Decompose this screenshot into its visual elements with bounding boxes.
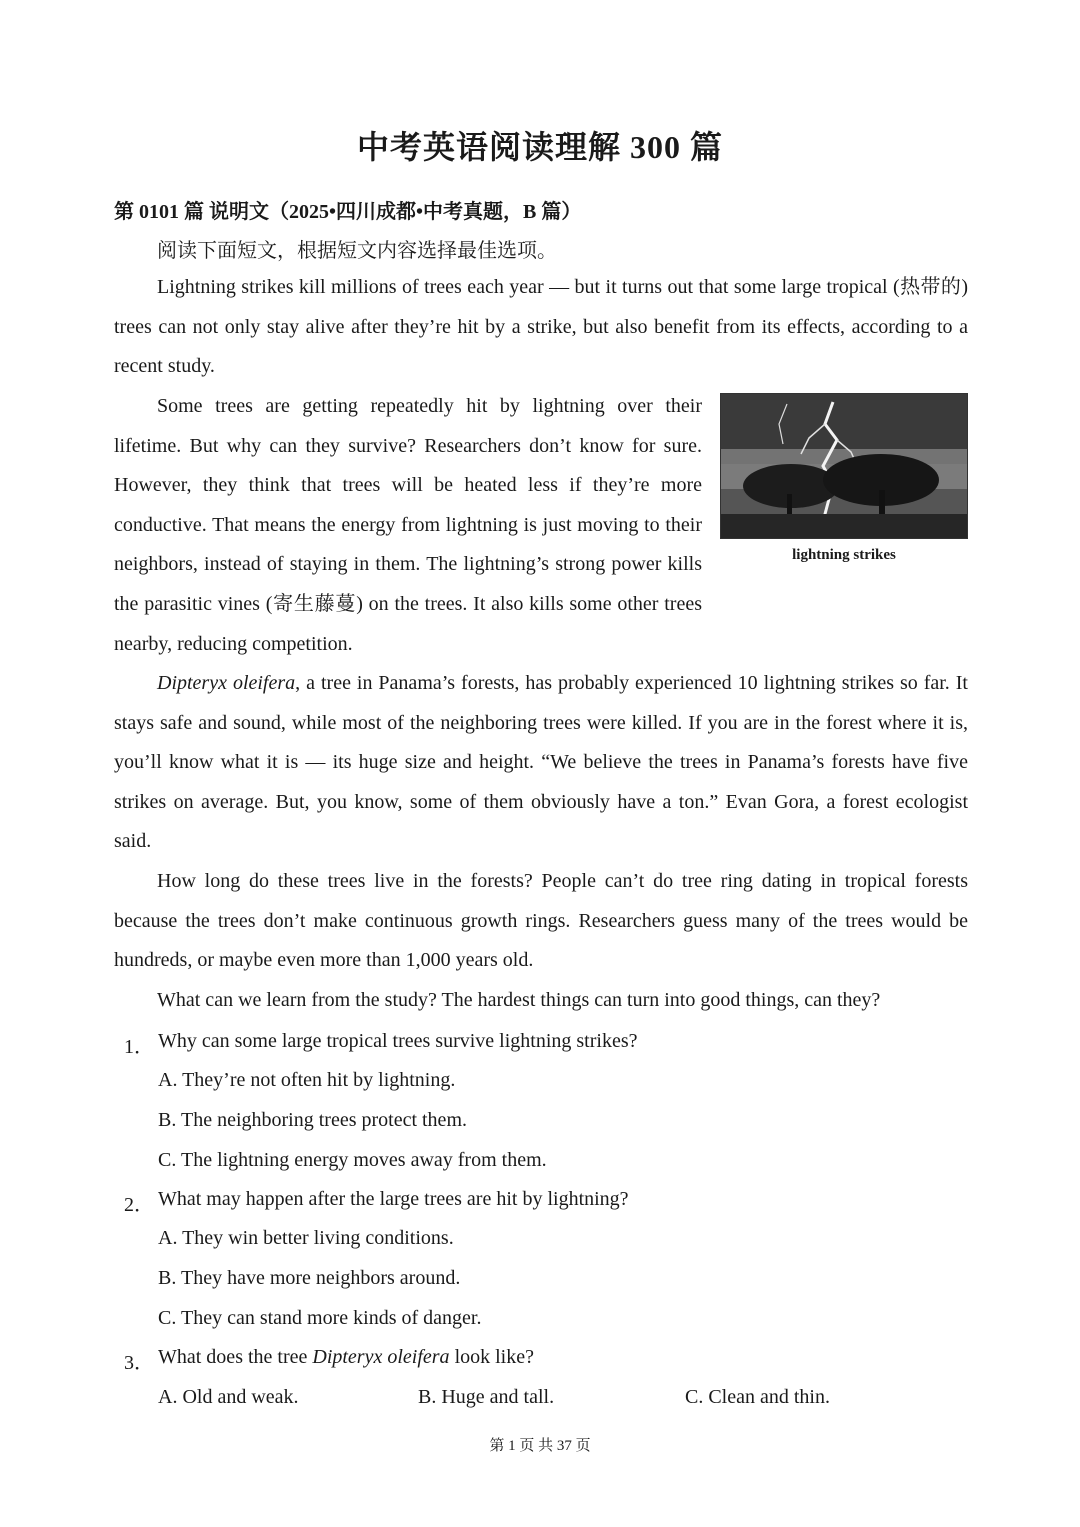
question-2-option-a[interactable]: A. They win better living conditions. <box>158 1227 454 1249</box>
question-3-text-before: What does the tree <box>158 1346 313 1368</box>
passage-paragraph-1: Lightning strikes kill millions of trees each year — but it turns out that some large tropical (热带的) trees can not only stay alive after they’re hit by a strike, but also benefit from its effects, according to a recent study. <box>114 276 968 378</box>
question-3-option-a[interactable]: A. Old and weak. <box>158 1386 299 1408</box>
question-1-option-c[interactable]: C. The lightning energy moves away from them. <box>158 1149 547 1171</box>
question-1-option-b[interactable]: B. The neighboring trees protect them. <box>158 1109 467 1131</box>
instruction-text: 阅读下面短文，根据短文内容选择最佳选项。 <box>157 240 557 262</box>
question-2-option-b[interactable]: B. They have more neighbors around. <box>158 1267 461 1289</box>
question-1-option-a[interactable]: A. They’re not often hit by lightning. <box>158 1069 456 1091</box>
species-name: Dipteryx oleifera <box>157 672 296 694</box>
question-3-text-after: look like? <box>449 1346 534 1368</box>
question-3-option-b[interactable]: B. Huge and tall. <box>418 1386 555 1408</box>
question-3-text <box>158 1346 534 1369</box>
figure-caption: lightning strikes <box>792 547 896 563</box>
passage-paragraph-4: How long do these trees live in the forests? People can’t do tree ring dating in tropical forests because the trees don’t make continuous growth rings. Researchers guess many of the trees would be hundreds, or maybe even more than 1,000 years old. <box>114 870 968 972</box>
page-footer: 第 1 页 共 37 页 <box>489 1438 591 1454</box>
lightning-photo <box>720 393 968 539</box>
question-3-option-c[interactable]: C. Clean and thin. <box>685 1386 830 1408</box>
question-1-number: 1． <box>124 1036 154 1058</box>
passage-paragraph-2-text: Some trees are getting repeatedly hit by lightning over their lifetime. But why can they survive? Researchers don’t know for sure. However, they think that trees will be heated less if they’re more conductive. That means the energy from lightning is just moving to their neighbors, instead of staying in them. The lightning’s strong power kills the parasitic vines (寄生藤蔓) on the trees. It also kills some other trees nearby, reducing competition. <box>114 395 702 655</box>
question-1-text: Why can some large tropical trees survive lightning strikes? <box>158 1030 638 1052</box>
page-title: 中考英语阅读理解 300 篇 <box>356 129 723 165</box>
question-2-option-c[interactable]: C. They can stand more kinds of danger. <box>158 1307 482 1329</box>
question-3-species: Dipteryx oleifera <box>312 1346 450 1368</box>
lightning-figure <box>720 393 968 588</box>
section-heading: 第 0101 篇 说明文（2025•四川成都•中考真题，B 篇） <box>114 201 582 223</box>
question-2-number: 2． <box>124 1194 154 1216</box>
passage-paragraph-2 <box>114 387 968 664</box>
question-2-text: What may happen after the large trees are hit by lightning? <box>158 1188 629 1210</box>
question-3-number: 3． <box>124 1352 154 1374</box>
passage-paragraph-3 <box>114 664 968 862</box>
passage-paragraph-3-text: , a tree in Panama’s forests, has probably experienced 10 lightning strikes so far. It stays safe and sound, while most of the neighboring trees were killed. If you are in the forest where it is, you’ll know what it is — its huge size and height. “We believe the trees in Panama’s forests have five strikes on average. But, you know, some of them obviously have a ton.” Evan Gora, a forest ecologist said. <box>114 672 968 853</box>
passage-paragraph-5: What can we learn from the study? The hardest things can turn into good things, can they? <box>157 989 881 1011</box>
